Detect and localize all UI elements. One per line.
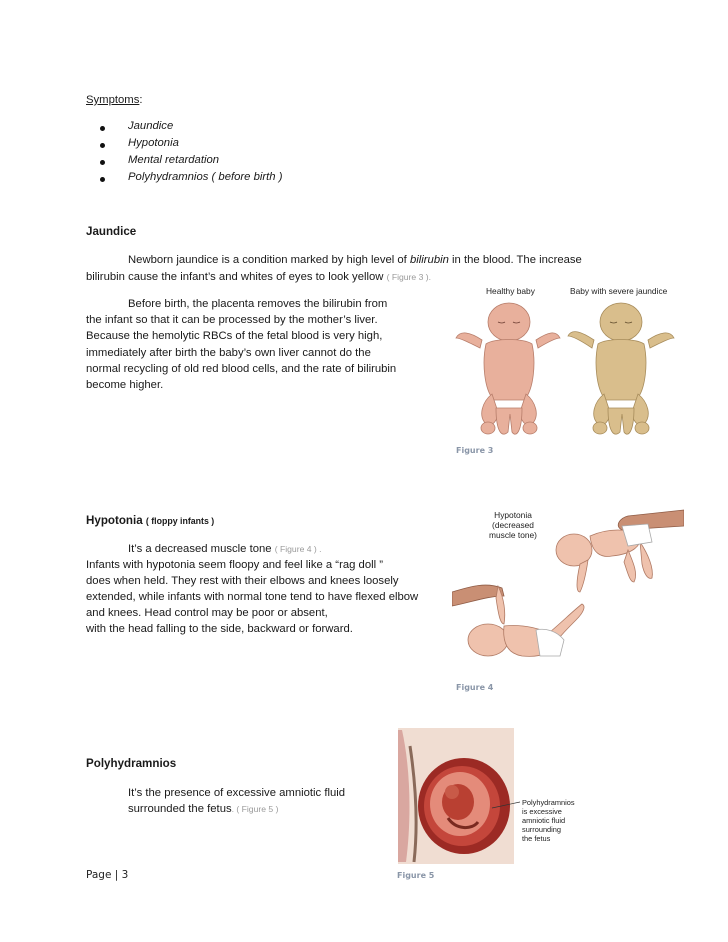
symptom-item-polyhydramnios: Polyhydramnios ( before birth ) bbox=[128, 171, 283, 183]
polyhydramnios-heading: Polyhydramnios bbox=[86, 757, 177, 770]
paragraph-line: Infants with hypotonia seem floopy and feel like a “rag doll ” bbox=[86, 559, 384, 571]
hypotonia-infant-illustration bbox=[452, 502, 684, 678]
symptom-item-jaundice: Jaundice bbox=[128, 120, 174, 132]
figure-5-pointer-line bbox=[396, 726, 596, 866]
figure-3-label-jaundice: Baby with severe jaundice bbox=[570, 286, 668, 296]
hypotonia-subheading: ( floppy infants ) bbox=[145, 516, 215, 526]
paragraph-line: Before birth, the placenta removes the bilirubin from bbox=[128, 298, 388, 310]
figure-5-label-line: the fetus bbox=[522, 834, 551, 843]
paragraph-line: and knees. Head control may be poor or absent, bbox=[86, 607, 328, 619]
hypotonia-heading-line bbox=[86, 514, 214, 528]
jaundice-babies-illustration bbox=[452, 282, 684, 442]
figure-5-caption: Figure 5 bbox=[397, 871, 435, 880]
page-number-footer: Page | 3 bbox=[86, 869, 129, 881]
polyhydramnios-line-2 bbox=[128, 802, 278, 816]
figure-5-polyhydramnios-image bbox=[396, 726, 596, 866]
figure-4-label-line: muscle tone) bbox=[489, 530, 537, 540]
symptoms-colon: : bbox=[139, 94, 143, 106]
figure-4-hypotonia-image bbox=[452, 502, 684, 678]
hypotonia-line-1 bbox=[128, 542, 322, 556]
paragraph-line: normal recycling of old red blood cells, and the rate of bilirubin bbox=[86, 363, 397, 375]
bullet-dot bbox=[100, 160, 105, 165]
text-run: bilirubin cause the infant’s and whites of eyes to look yellow bbox=[86, 271, 387, 283]
hypotonia-heading: Hypotonia bbox=[86, 514, 143, 527]
jaundice-heading: Jaundice bbox=[86, 225, 137, 238]
figure-3-caption: Figure 3 bbox=[456, 446, 494, 455]
figure-4-reference: ( Figure 4 ) . bbox=[274, 544, 322, 554]
symptom-item-mental-retardation: Mental retardation bbox=[128, 154, 220, 166]
figure-5-label-line: Polyhydramnios bbox=[522, 798, 575, 807]
bullet-dot bbox=[100, 177, 105, 182]
figure-3-reference: ( Figure 3 ). bbox=[386, 272, 432, 282]
text-run: surrounded the fetus bbox=[128, 803, 232, 815]
figure-4-label-line: (decreased bbox=[492, 520, 534, 530]
paragraph-line: does when held. They rest with their elbows and knees loosely bbox=[86, 575, 399, 587]
bullet-dot bbox=[100, 143, 105, 148]
paragraph-line: Because the hemolytic RBCs of the fetal blood is very high, bbox=[86, 330, 383, 342]
figure-5-label-line: amniotic fluid bbox=[522, 816, 566, 825]
figure-3-jaundice-image bbox=[452, 282, 684, 442]
bilirubin-term: bilirubin bbox=[409, 254, 449, 266]
bullet-dot bbox=[100, 126, 105, 131]
figure-4-caption: Figure 4 bbox=[456, 683, 494, 692]
figure-3-label-healthy: Healthy baby bbox=[486, 286, 535, 296]
paragraph-line: extended, while infants with normal tone tend to have flexed elbow bbox=[86, 591, 419, 603]
figure-5-label-line: surrounding bbox=[522, 825, 562, 834]
figure-5-reference: . ( Figure 5 ) bbox=[231, 804, 279, 814]
figure-5-label-line: is excessive bbox=[522, 807, 562, 816]
figure-4-label-line: Hypotonia bbox=[494, 510, 532, 520]
jaundice-paragraph-1-line-2 bbox=[86, 270, 431, 284]
paragraph-line: with the head falling to the side, backward or forward. bbox=[86, 623, 353, 635]
paragraph-line: the infant so that it can be processed by the mother’s liver. bbox=[86, 314, 378, 326]
paragraph-line: immediately after birth the baby’s own liver cannot do the bbox=[86, 347, 371, 359]
paragraph-line: become higher. bbox=[86, 379, 164, 391]
jaundice-paragraph-1-line-1 bbox=[128, 253, 582, 267]
text-run: in the blood. The increase bbox=[448, 254, 582, 266]
text-run: It’s a decreased muscle tone bbox=[128, 543, 275, 555]
polyhydramnios-line-1: It’s the presence of excessive amniotic fluid bbox=[128, 787, 346, 799]
symptoms-heading-line bbox=[86, 93, 143, 107]
text-run: Newborn jaundice is a condition marked by high level of bbox=[128, 254, 410, 266]
symptom-item-hypotonia: Hypotonia bbox=[128, 137, 179, 149]
symptoms-heading: Symptoms bbox=[86, 94, 140, 106]
